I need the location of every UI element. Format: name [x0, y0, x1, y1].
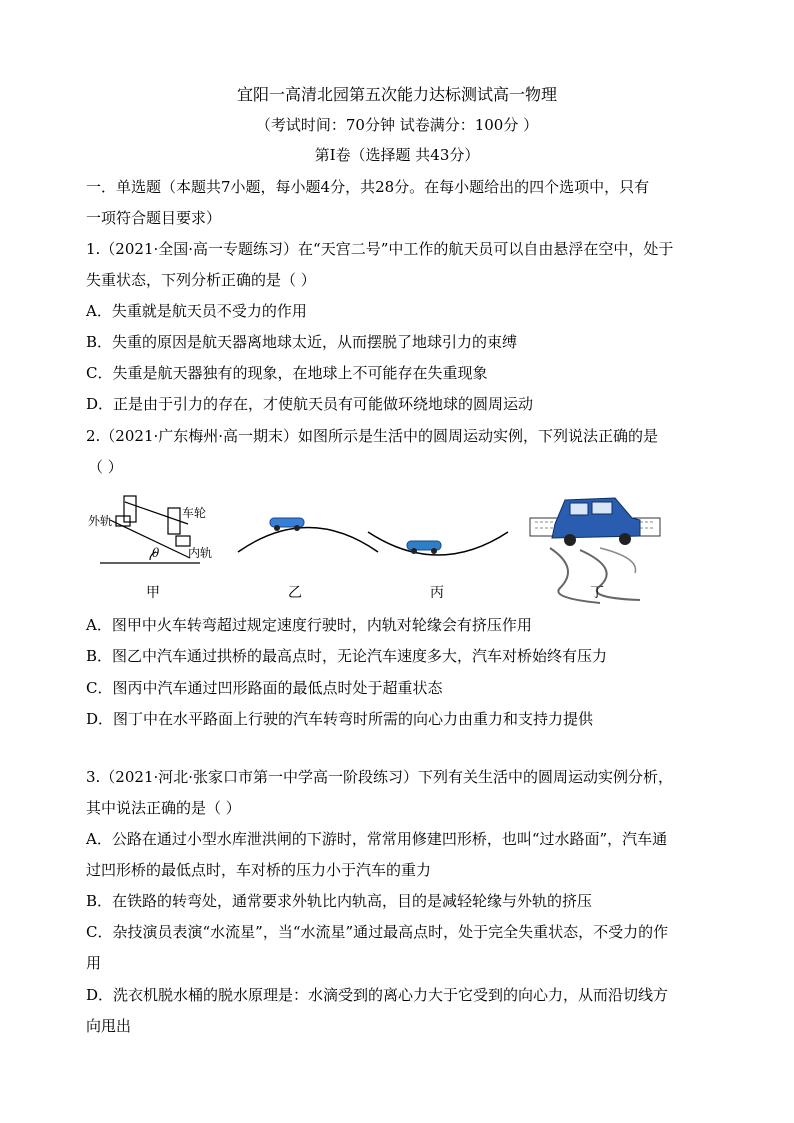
- q3-stem-line2: 其中说法正确的是（ ）: [86, 799, 241, 817]
- q3-option-a-line1: A．公路在通过小型水库泄洪闸的下游时，常常用修建凹形桥，也叫“过水路面”，汽车通: [86, 830, 668, 848]
- arch-bridge-diagram: [238, 518, 378, 552]
- concave-road-diagram: [368, 532, 508, 555]
- label-outer-rail: 外轨: [88, 514, 113, 528]
- section-heading-line2: 一项符合题目要求）: [86, 209, 222, 227]
- q3-option-a-line2: 过凹形桥的最低点时，车对桥的压力小于汽车的重力: [86, 861, 432, 879]
- q1-option-c: C．失重是航天器独有的现象，在地球上不可能存在失重现象: [86, 364, 488, 382]
- q1-option-d: D．正是由于引力的存在，才使航天员有可能做环绕地球的圆周运动: [86, 395, 534, 413]
- label-wheel: 车轮: [182, 506, 207, 520]
- section-heading-line1: 一．单选题（本题共7小题，每小题4分，共28分。在每小题给出的四个选项中，只有: [86, 178, 650, 196]
- q2-option-c: C．图丙中汽车通过凹形路面的最低点时处于超重状态: [86, 679, 443, 697]
- q1-option-b: B．失重的原因是航天器离地球太近，从而摆脱了地球引力的束缚: [86, 333, 518, 351]
- caption-jia: 甲: [146, 585, 160, 601]
- caption-yi: 乙: [288, 585, 302, 601]
- exam-info: （考试时间：70分钟 试卷满分：100分 ）: [255, 116, 539, 134]
- q3-option-c-line1: C．杂技演员表演“水流星”，当“水流星”通过最高点时，处于完全失重状态，不受力的作: [86, 923, 669, 941]
- label-inner-rail: 内轨: [188, 546, 213, 560]
- q2-option-d: D．图丁中在水平路面上行驶的汽车转弯时所需的向心力由重力和支持力提供: [86, 710, 594, 728]
- label-theta: θ: [152, 546, 160, 560]
- volume-heading: 第Ⅰ卷（选择题 共43分）: [314, 146, 480, 164]
- q1-stem-line2: 失重状态，下列分析正确的是（ ）: [86, 271, 316, 289]
- caption-ding: 丁: [590, 585, 604, 601]
- q2-option-b: B．图乙中汽车通过拱桥的最高点时，无论汽车速度多大，汽车对桥始终有压力: [86, 647, 608, 665]
- q2-stem-line2: （ ）: [88, 458, 123, 476]
- q2-option-a: A．图甲中火车转弯超过规定速度行驶时，内轨对轮缘会有挤压作用: [86, 616, 532, 634]
- q3-option-b: B．在铁路的转弯处，通常要求外轨比内轨高，目的是减轻轮缘与外轨的挤压: [86, 892, 593, 910]
- caption-bing: 丙: [430, 585, 444, 601]
- q2-figure: [80, 488, 720, 608]
- exam-title: 宜阳一高清北园第五次能力达标测试高一物理: [236, 85, 557, 104]
- q3-option-c-line2: 用: [86, 954, 102, 972]
- q3-option-d-line2: 向甩出: [86, 1017, 132, 1035]
- q1-stem-line1: 1.（2021·全国·高一专题练习）在“天宫二号”中工作的航天员可以自由悬浮在空中，处于: [86, 240, 674, 258]
- q1-option-a: A．失重就是航天员不受力的作用: [86, 302, 307, 320]
- q3-option-d-line1: D．洗衣机脱水桶的脱水原理是：水滴受到的离心力大于它受到的向心力，从而沿切线方: [86, 986, 669, 1004]
- q2-figure-drawing: [80, 488, 720, 608]
- q3-stem-line1: 3.（2021·河北·张家口市第一中学高一阶段练习）下列有关生活中的圆周运动实例分析，: [86, 768, 674, 786]
- q2-stem-line1: 2.（2021·广东梅州·高一期末）如图所示是生活中的圆周运动实例，下列说法正确的是: [86, 427, 659, 445]
